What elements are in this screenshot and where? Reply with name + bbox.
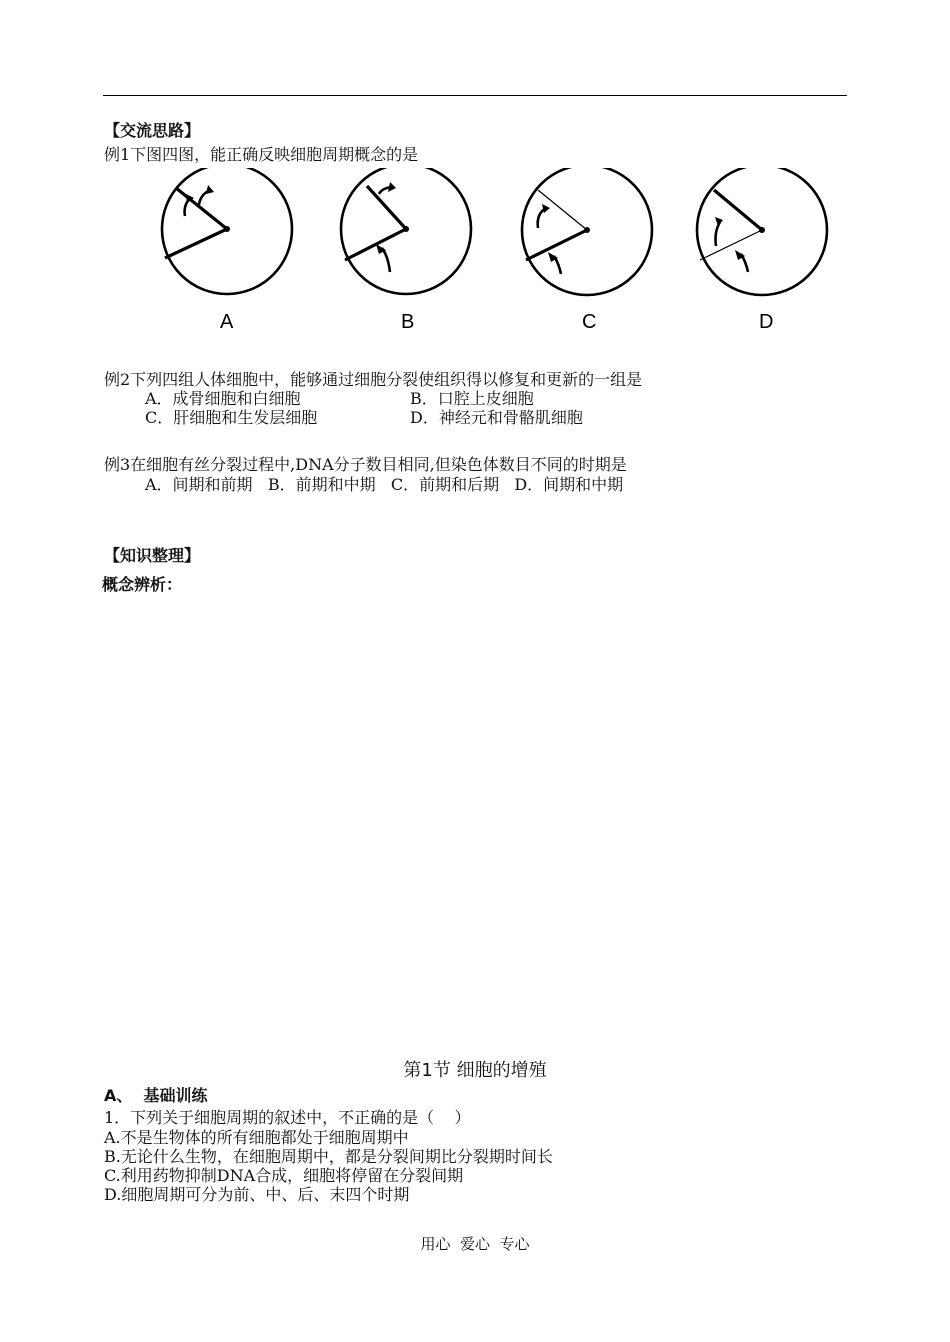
chapter-title: 第1节 细胞的增殖 [403, 1060, 547, 1081]
example2-option-a: A．成骨细胞和白细胞 [145, 389, 301, 408]
section-exchange-heading: 【交流思路】 [104, 121, 201, 140]
example2-option-d: D．神经元和骨骼肌细胞 [410, 408, 583, 427]
question1-option-c: C.利用药物抑制DNA合成，细胞将停留在分裂间期 [104, 1166, 464, 1185]
example2-question: 例2下列四组人体细胞中，能够通过细胞分裂使组织得以修复和更新的一组是 [104, 370, 643, 389]
page-footer: 用心 爱心 专心 [420, 1235, 530, 1253]
question1-option-d: D.细胞周期可分为前、中、后、末四个时期 [104, 1185, 410, 1204]
question1-option-b: B.无论什么生物，在细胞周期中，都是分裂间期比分裂期时间长 [104, 1147, 553, 1166]
example2-option-c: C．肝细胞和生发层细胞 [145, 408, 318, 427]
example3-question: 例3在细胞有丝分裂过程中,DNA分子数目相同,但染色体数目不同的时期是 [104, 455, 627, 474]
question1-option-a: A.不是生物体的所有细胞都处于细胞周期中 [104, 1128, 409, 1147]
concept-label: 概念辨析： [102, 575, 183, 594]
question1-stem: 1．下列关于细胞周期的叙述中，不正确的是（ ） [104, 1108, 471, 1127]
example3-options: A．间期和前期 B．前期和中期 C．前期和后期 D．间期和中期 [145, 475, 624, 494]
figure-label-a: A [220, 311, 234, 333]
part-a-heading: A、 基础训练 [104, 1086, 208, 1105]
header-rule [103, 95, 847, 96]
figure-label-c: C [582, 311, 597, 333]
figure-label-d: D [759, 311, 774, 333]
section-knowledge-heading: 【知识整理】 [104, 546, 201, 565]
figure-label-b: B [401, 311, 415, 333]
example2-option-b: B．口腔上皮细胞 [410, 389, 534, 408]
cell-cycle-figure [150, 168, 840, 344]
example1-question: 例1下图四图，能正确反映细胞周期概念的是 [104, 145, 419, 164]
